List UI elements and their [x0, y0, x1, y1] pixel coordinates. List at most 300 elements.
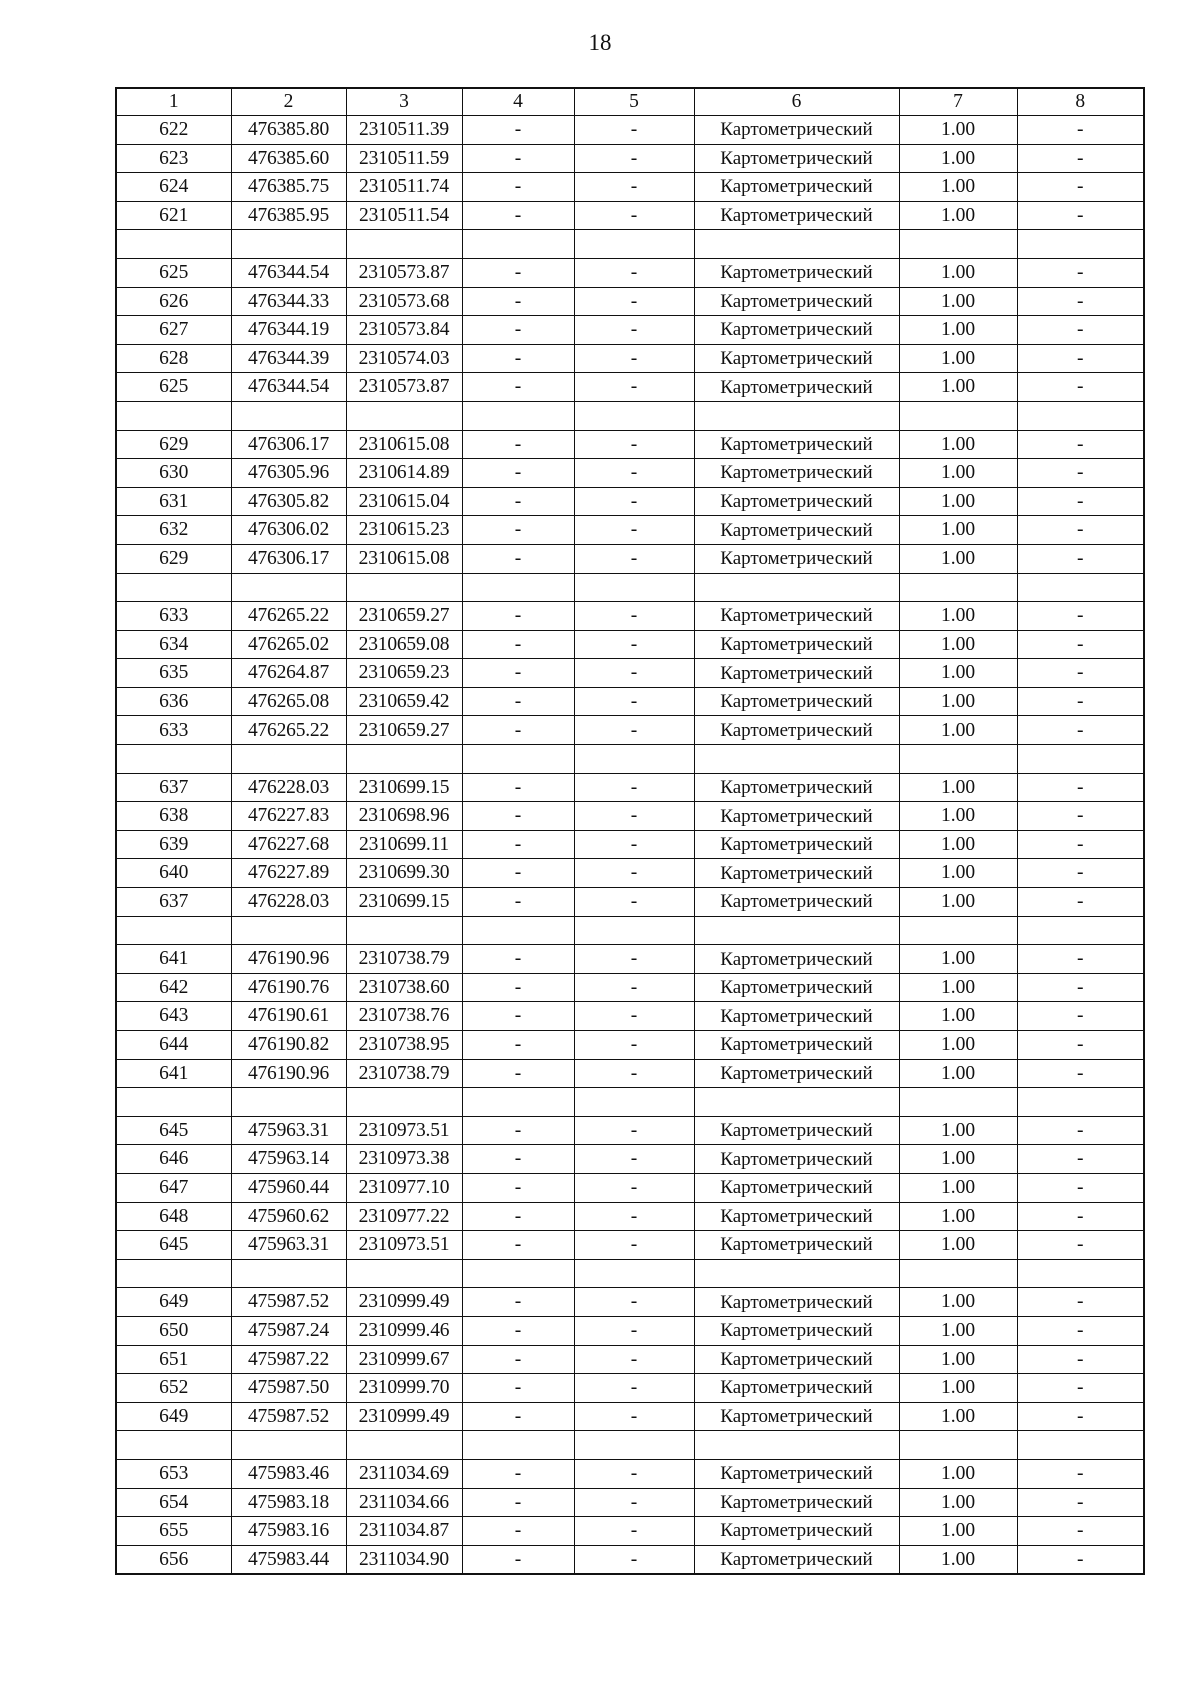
- empty-cell: [899, 1259, 1017, 1288]
- x-coordinate-cell: 476344.19: [231, 316, 346, 345]
- col4-cell: -: [462, 1459, 574, 1488]
- empty-cell: [1017, 1088, 1144, 1117]
- col4-cell: -: [462, 144, 574, 173]
- col8-cell: -: [1017, 1231, 1144, 1260]
- method-cell: Картометрический: [694, 544, 899, 573]
- point-number-cell: 622: [116, 116, 231, 145]
- y-coordinate-cell: 2310698.96: [346, 802, 462, 831]
- y-coordinate-cell: 2310574.03: [346, 344, 462, 373]
- empty-cell: [231, 573, 346, 602]
- col5-cell: -: [574, 1173, 694, 1202]
- table-row: [116, 487, 1144, 516]
- table-row: [116, 544, 1144, 573]
- x-coordinate-cell: 476344.54: [231, 373, 346, 402]
- x-coordinate-cell: 476190.96: [231, 945, 346, 974]
- col8-cell: -: [1017, 716, 1144, 745]
- col5-cell: -: [574, 544, 694, 573]
- empty-cell: [116, 916, 231, 945]
- col4-cell: -: [462, 316, 574, 345]
- point-number-cell: 640: [116, 859, 231, 888]
- x-coordinate-cell: 476190.76: [231, 973, 346, 1002]
- col8-cell: -: [1017, 116, 1144, 145]
- col5-cell: -: [574, 973, 694, 1002]
- col8-cell: -: [1017, 316, 1144, 345]
- empty-cell: [462, 1088, 574, 1117]
- empty-cell: [694, 745, 899, 774]
- table-row: [116, 659, 1144, 688]
- y-coordinate-cell: 2310573.87: [346, 373, 462, 402]
- col4-cell: -: [462, 1002, 574, 1031]
- empty-cell: [346, 1259, 462, 1288]
- x-coordinate-cell: 476344.39: [231, 344, 346, 373]
- column-header: 5: [574, 88, 694, 116]
- accuracy-cell: 1.00: [899, 1517, 1017, 1546]
- accuracy-cell: 1.00: [899, 716, 1017, 745]
- col5-cell: -: [574, 1231, 694, 1260]
- col8-cell: -: [1017, 459, 1144, 488]
- point-number-cell: 623: [116, 144, 231, 173]
- point-number-cell: 656: [116, 1545, 231, 1574]
- y-coordinate-cell: 2310999.49: [346, 1402, 462, 1431]
- empty-cell: [1017, 401, 1144, 430]
- point-number-cell: 642: [116, 973, 231, 1002]
- point-number-cell: 633: [116, 716, 231, 745]
- accuracy-cell: 1.00: [899, 173, 1017, 202]
- empty-cell: [231, 401, 346, 430]
- empty-cell: [1017, 1431, 1144, 1460]
- col8-cell: -: [1017, 287, 1144, 316]
- empty-cell: [346, 230, 462, 259]
- col5-cell: -: [574, 316, 694, 345]
- y-coordinate-cell: 2310973.51: [346, 1116, 462, 1145]
- accuracy-cell: 1.00: [899, 201, 1017, 230]
- col4-cell: -: [462, 1345, 574, 1374]
- col4-cell: -: [462, 1059, 574, 1088]
- col5-cell: -: [574, 1345, 694, 1374]
- y-coordinate-cell: 2311034.90: [346, 1545, 462, 1574]
- empty-cell: [899, 230, 1017, 259]
- point-number-cell: 645: [116, 1116, 231, 1145]
- accuracy-cell: 1.00: [899, 144, 1017, 173]
- accuracy-cell: 1.00: [899, 859, 1017, 888]
- col8-cell: -: [1017, 430, 1144, 459]
- col4-cell: -: [462, 1402, 574, 1431]
- table-row: [116, 116, 1144, 145]
- coordinates-table: [115, 87, 1145, 1575]
- col5-cell: -: [574, 1288, 694, 1317]
- empty-cell: [231, 1088, 346, 1117]
- accuracy-cell: 1.00: [899, 802, 1017, 831]
- col4-cell: -: [462, 859, 574, 888]
- col5-cell: -: [574, 1459, 694, 1488]
- x-coordinate-cell: 476344.54: [231, 258, 346, 287]
- empty-cell: [116, 230, 231, 259]
- method-cell: Картометрический: [694, 1202, 899, 1231]
- y-coordinate-cell: 2310738.79: [346, 945, 462, 974]
- point-number-cell: 655: [116, 1517, 231, 1546]
- empty-cell: [116, 1431, 231, 1460]
- table-row: [116, 1031, 1144, 1060]
- x-coordinate-cell: 476190.96: [231, 1059, 346, 1088]
- col8-cell: -: [1017, 830, 1144, 859]
- accuracy-cell: 1.00: [899, 116, 1017, 145]
- accuracy-cell: 1.00: [899, 1173, 1017, 1202]
- method-cell: Картометрический: [694, 1402, 899, 1431]
- accuracy-cell: 1.00: [899, 1488, 1017, 1517]
- method-cell: Картометрический: [694, 287, 899, 316]
- column-header: 8: [1017, 88, 1144, 116]
- x-coordinate-cell: 476344.33: [231, 287, 346, 316]
- column-header: 3: [346, 88, 462, 116]
- table-spacer-row: [116, 573, 1144, 602]
- col5-cell: -: [574, 773, 694, 802]
- y-coordinate-cell: 2310659.23: [346, 659, 462, 688]
- point-number-cell: 625: [116, 373, 231, 402]
- x-coordinate-cell: 475987.50: [231, 1374, 346, 1403]
- col8-cell: -: [1017, 1173, 1144, 1202]
- col5-cell: -: [574, 1002, 694, 1031]
- y-coordinate-cell: 2310999.46: [346, 1316, 462, 1345]
- col8-cell: -: [1017, 1031, 1144, 1060]
- accuracy-cell: 1.00: [899, 258, 1017, 287]
- table-spacer-row: [116, 401, 1144, 430]
- x-coordinate-cell: 475960.62: [231, 1202, 346, 1231]
- empty-cell: [694, 1088, 899, 1117]
- col8-cell: -: [1017, 1059, 1144, 1088]
- method-cell: Картометрический: [694, 1345, 899, 1374]
- accuracy-cell: 1.00: [899, 1145, 1017, 1174]
- table-row: [116, 344, 1144, 373]
- method-cell: Картометрический: [694, 1517, 899, 1546]
- col5-cell: -: [574, 716, 694, 745]
- col4-cell: -: [462, 1517, 574, 1546]
- accuracy-cell: 1.00: [899, 1316, 1017, 1345]
- method-cell: Картометрический: [694, 1488, 899, 1517]
- method-cell: Картометрический: [694, 173, 899, 202]
- table-row: [116, 1316, 1144, 1345]
- x-coordinate-cell: 476228.03: [231, 773, 346, 802]
- empty-cell: [116, 1259, 231, 1288]
- table-row: [116, 1116, 1144, 1145]
- empty-cell: [231, 745, 346, 774]
- col4-cell: -: [462, 888, 574, 917]
- x-coordinate-cell: 475963.14: [231, 1145, 346, 1174]
- table-row: [116, 1059, 1144, 1088]
- table-row: [116, 258, 1144, 287]
- col8-cell: -: [1017, 173, 1144, 202]
- empty-cell: [694, 916, 899, 945]
- x-coordinate-cell: 475987.52: [231, 1402, 346, 1431]
- col5-cell: -: [574, 1488, 694, 1517]
- col8-cell: -: [1017, 1488, 1144, 1517]
- point-number-cell: 629: [116, 430, 231, 459]
- empty-cell: [694, 230, 899, 259]
- y-coordinate-cell: 2310699.11: [346, 830, 462, 859]
- y-coordinate-cell: 2310999.70: [346, 1374, 462, 1403]
- method-cell: Картометрический: [694, 116, 899, 145]
- col4-cell: -: [462, 116, 574, 145]
- y-coordinate-cell: 2310738.76: [346, 1002, 462, 1031]
- method-cell: Картометрический: [694, 373, 899, 402]
- column-header: 4: [462, 88, 574, 116]
- method-cell: Картометрический: [694, 258, 899, 287]
- col4-cell: -: [462, 1116, 574, 1145]
- col8-cell: -: [1017, 802, 1144, 831]
- y-coordinate-cell: 2310659.27: [346, 602, 462, 631]
- y-coordinate-cell: 2310615.08: [346, 544, 462, 573]
- table-row: [116, 716, 1144, 745]
- x-coordinate-cell: 476227.68: [231, 830, 346, 859]
- x-coordinate-cell: 475963.31: [231, 1231, 346, 1260]
- method-cell: Картометрический: [694, 516, 899, 545]
- empty-cell: [574, 1088, 694, 1117]
- x-coordinate-cell: 476306.17: [231, 544, 346, 573]
- table-row: [116, 687, 1144, 716]
- method-cell: Картометрический: [694, 888, 899, 917]
- col5-cell: -: [574, 144, 694, 173]
- x-coordinate-cell: 476190.61: [231, 1002, 346, 1031]
- col5-cell: -: [574, 1145, 694, 1174]
- column-header: 6: [694, 88, 899, 116]
- y-coordinate-cell: 2311034.69: [346, 1459, 462, 1488]
- col4-cell: -: [462, 287, 574, 316]
- col5-cell: -: [574, 1545, 694, 1574]
- col4-cell: -: [462, 1031, 574, 1060]
- point-number-cell: 625: [116, 258, 231, 287]
- y-coordinate-cell: 2310659.27: [346, 716, 462, 745]
- empty-cell: [574, 573, 694, 602]
- col8-cell: -: [1017, 1545, 1144, 1574]
- col8-cell: -: [1017, 687, 1144, 716]
- y-coordinate-cell: 2310699.15: [346, 888, 462, 917]
- col5-cell: -: [574, 516, 694, 545]
- empty-cell: [1017, 1259, 1144, 1288]
- col4-cell: -: [462, 201, 574, 230]
- x-coordinate-cell: 476227.89: [231, 859, 346, 888]
- col8-cell: -: [1017, 945, 1144, 974]
- empty-cell: [899, 573, 1017, 602]
- accuracy-cell: 1.00: [899, 630, 1017, 659]
- table-row: [116, 430, 1144, 459]
- col5-cell: -: [574, 287, 694, 316]
- y-coordinate-cell: 2310738.60: [346, 973, 462, 1002]
- method-cell: Картометрический: [694, 201, 899, 230]
- accuracy-cell: 1.00: [899, 516, 1017, 545]
- empty-cell: [574, 230, 694, 259]
- col4-cell: -: [462, 487, 574, 516]
- empty-cell: [231, 916, 346, 945]
- col4-cell: -: [462, 830, 574, 859]
- empty-cell: [116, 401, 231, 430]
- accuracy-cell: 1.00: [899, 773, 1017, 802]
- accuracy-cell: 1.00: [899, 1374, 1017, 1403]
- x-coordinate-cell: 476385.60: [231, 144, 346, 173]
- col4-cell: -: [462, 1202, 574, 1231]
- empty-cell: [346, 1431, 462, 1460]
- accuracy-cell: 1.00: [899, 973, 1017, 1002]
- col4-cell: -: [462, 973, 574, 1002]
- empty-cell: [899, 745, 1017, 774]
- point-number-cell: 649: [116, 1288, 231, 1317]
- method-cell: Картометрический: [694, 316, 899, 345]
- empty-cell: [116, 745, 231, 774]
- col4-cell: -: [462, 1488, 574, 1517]
- point-number-cell: 634: [116, 630, 231, 659]
- table-row: [116, 945, 1144, 974]
- page-number: 18: [588, 30, 612, 55]
- method-cell: Картометрический: [694, 1116, 899, 1145]
- y-coordinate-cell: 2310573.68: [346, 287, 462, 316]
- accuracy-cell: 1.00: [899, 1231, 1017, 1260]
- x-coordinate-cell: 476385.80: [231, 116, 346, 145]
- x-coordinate-cell: 476385.95: [231, 201, 346, 230]
- x-coordinate-cell: 476228.03: [231, 888, 346, 917]
- table-row: [116, 1145, 1144, 1174]
- col5-cell: -: [574, 630, 694, 659]
- col4-cell: -: [462, 945, 574, 974]
- x-coordinate-cell: 475987.24: [231, 1316, 346, 1345]
- column-header: 1: [116, 88, 231, 116]
- table-spacer-row: [116, 1431, 1144, 1460]
- table-row: [116, 830, 1144, 859]
- table-row: [116, 859, 1144, 888]
- table-row: [116, 773, 1144, 802]
- point-number-cell: 630: [116, 459, 231, 488]
- col5-cell: -: [574, 430, 694, 459]
- method-cell: Картометрический: [694, 859, 899, 888]
- column-header: 2: [231, 88, 346, 116]
- table-row: [116, 1231, 1144, 1260]
- empty-cell: [462, 1431, 574, 1460]
- empty-cell: [899, 401, 1017, 430]
- empty-cell: [116, 573, 231, 602]
- y-coordinate-cell: 2310973.38: [346, 1145, 462, 1174]
- col8-cell: -: [1017, 544, 1144, 573]
- col5-cell: -: [574, 1116, 694, 1145]
- col4-cell: -: [462, 687, 574, 716]
- y-coordinate-cell: 2310699.30: [346, 859, 462, 888]
- empty-cell: [231, 230, 346, 259]
- method-cell: Картометрический: [694, 716, 899, 745]
- col4-cell: -: [462, 1316, 574, 1345]
- col4-cell: -: [462, 1288, 574, 1317]
- empty-cell: [1017, 573, 1144, 602]
- col4-cell: -: [462, 716, 574, 745]
- table-row: [116, 201, 1144, 230]
- col8-cell: -: [1017, 487, 1144, 516]
- y-coordinate-cell: 2310511.54: [346, 201, 462, 230]
- empty-cell: [346, 1088, 462, 1117]
- empty-cell: [574, 745, 694, 774]
- method-cell: Картометрический: [694, 659, 899, 688]
- col4-cell: -: [462, 630, 574, 659]
- method-cell: Картометрический: [694, 1031, 899, 1060]
- empty-cell: [574, 1259, 694, 1288]
- col4-cell: -: [462, 773, 574, 802]
- col5-cell: -: [574, 1402, 694, 1431]
- col5-cell: -: [574, 1517, 694, 1546]
- col5-cell: -: [574, 1202, 694, 1231]
- point-number-cell: 628: [116, 344, 231, 373]
- col4-cell: -: [462, 459, 574, 488]
- method-cell: Картометрический: [694, 1459, 899, 1488]
- col8-cell: -: [1017, 1402, 1144, 1431]
- col4-cell: -: [462, 1173, 574, 1202]
- y-coordinate-cell: 2310511.74: [346, 173, 462, 202]
- accuracy-cell: 1.00: [899, 459, 1017, 488]
- col5-cell: -: [574, 487, 694, 516]
- table-spacer-row: [116, 745, 1144, 774]
- table-row: [116, 1002, 1144, 1031]
- col5-cell: -: [574, 802, 694, 831]
- y-coordinate-cell: 2310614.89: [346, 459, 462, 488]
- col5-cell: -: [574, 830, 694, 859]
- table-row: [116, 173, 1144, 202]
- col4-cell: -: [462, 344, 574, 373]
- col8-cell: -: [1017, 1345, 1144, 1374]
- method-cell: Картометрический: [694, 1316, 899, 1345]
- point-number-cell: 643: [116, 1002, 231, 1031]
- point-number-cell: 624: [116, 173, 231, 202]
- accuracy-cell: 1.00: [899, 1202, 1017, 1231]
- y-coordinate-cell: 2310977.10: [346, 1173, 462, 1202]
- accuracy-cell: 1.00: [899, 1116, 1017, 1145]
- y-coordinate-cell: 2310615.08: [346, 430, 462, 459]
- col8-cell: -: [1017, 602, 1144, 631]
- empty-cell: [1017, 916, 1144, 945]
- x-coordinate-cell: 476306.02: [231, 516, 346, 545]
- x-coordinate-cell: 476190.82: [231, 1031, 346, 1060]
- method-cell: Картометрический: [694, 802, 899, 831]
- point-number-cell: 651: [116, 1345, 231, 1374]
- method-cell: Картометрический: [694, 773, 899, 802]
- col5-cell: -: [574, 116, 694, 145]
- empty-cell: [574, 916, 694, 945]
- point-number-cell: 627: [116, 316, 231, 345]
- empty-cell: [1017, 230, 1144, 259]
- point-number-cell: 654: [116, 1488, 231, 1517]
- empty-cell: [462, 573, 574, 602]
- col8-cell: -: [1017, 1202, 1144, 1231]
- col8-cell: -: [1017, 859, 1144, 888]
- method-cell: Картометрический: [694, 1173, 899, 1202]
- accuracy-cell: 1.00: [899, 602, 1017, 631]
- x-coordinate-cell: 475983.18: [231, 1488, 346, 1517]
- point-number-cell: 646: [116, 1145, 231, 1174]
- table-spacer-row: [116, 1088, 1144, 1117]
- accuracy-cell: 1.00: [899, 687, 1017, 716]
- table-row: [116, 602, 1144, 631]
- col8-cell: -: [1017, 258, 1144, 287]
- x-coordinate-cell: 475983.16: [231, 1517, 346, 1546]
- y-coordinate-cell: 2310511.59: [346, 144, 462, 173]
- method-cell: Картометрический: [694, 1374, 899, 1403]
- column-header: 7: [899, 88, 1017, 116]
- accuracy-cell: 1.00: [899, 659, 1017, 688]
- col4-cell: -: [462, 516, 574, 545]
- method-cell: Картометрический: [694, 1545, 899, 1574]
- table-spacer-row: [116, 230, 1144, 259]
- col8-cell: -: [1017, 1288, 1144, 1317]
- method-cell: Картометрический: [694, 1145, 899, 1174]
- col4-cell: -: [462, 373, 574, 402]
- accuracy-cell: 1.00: [899, 1545, 1017, 1574]
- accuracy-cell: 1.00: [899, 1402, 1017, 1431]
- method-cell: Картометрический: [694, 430, 899, 459]
- col5-cell: -: [574, 344, 694, 373]
- col4-cell: -: [462, 659, 574, 688]
- accuracy-cell: 1.00: [899, 430, 1017, 459]
